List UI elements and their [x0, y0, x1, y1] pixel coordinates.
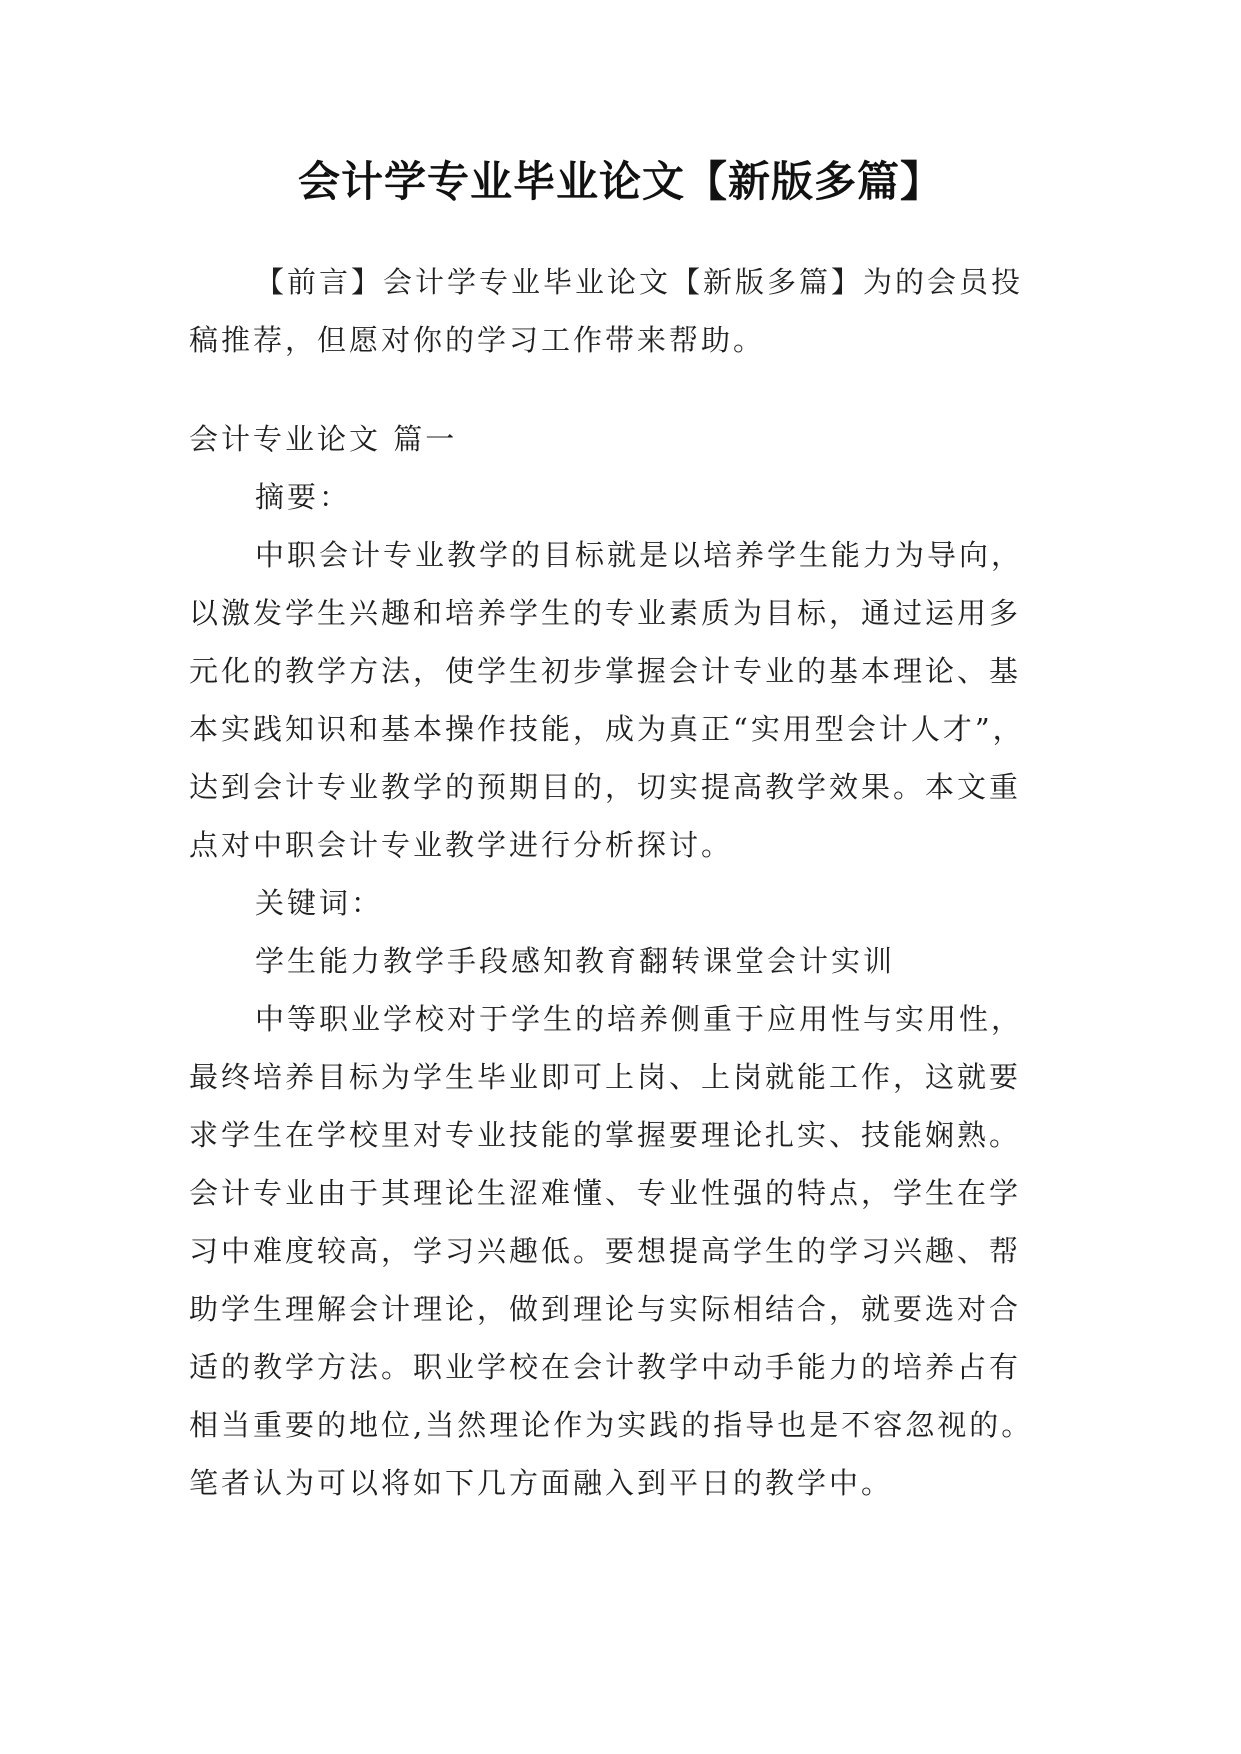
preface-line: 稿推荐，但愿对你的学习工作带来帮助。 — [189, 323, 766, 357]
keywords-label: 关键词： — [255, 886, 384, 920]
body-line: 最终培养目标为学生毕业即可上岗、上岗就能工作，这就要 — [189, 1060, 1022, 1094]
body-line: 助学生理解会计理论，做到理论与实际相结合，就要选对合 — [189, 1292, 1022, 1326]
main-content — [189, 410, 1051, 1512]
body-line: 相当重要的地位,当然理论作为实践的指导也是不容忽视的。 — [189, 1408, 1034, 1442]
abstract-label: 摘要： — [255, 480, 352, 514]
abstract-line: 达到会计专业教学的预期目的，切实提高教学效果。本文重 — [189, 770, 1022, 804]
body-line: 习中难度较高，学习兴趣低。要想提高学生的学习兴趣、帮 — [189, 1234, 1022, 1268]
body-line: 求学生在学校里对专业技能的掌握要理论扎实、技能娴熟。 — [189, 1118, 1022, 1152]
keywords-text: 学生能力教学手段感知教育翻转课堂会计实训 — [255, 944, 896, 978]
body-line: 中等职业学校对于学生的培养侧重于应用性与实用性， — [255, 1002, 1024, 1036]
abstract-line: 以激发学生兴趣和培养学生的专业素质为目标，通过运用多 — [189, 596, 1022, 630]
body-line: 笔者认为可以将如下几方面融入到平日的教学中。 — [189, 1466, 894, 1500]
document-title: 会计学专业毕业论文【新版多篇】 — [297, 157, 943, 206]
section-heading: 会计专业论文 篇一 — [189, 422, 458, 456]
preface-paragraph — [189, 253, 1051, 369]
abstract-line: 点对中职会计专业教学进行分析探讨。 — [189, 828, 734, 862]
preface-line: 【前言】会计学专业毕业论文【新版多篇】为的会员投 — [255, 265, 1024, 299]
abstract-line: 元化的教学方法，使学生初步掌握会计专业的基本理论、基 — [189, 654, 1022, 688]
body-line: 会计专业由于其理论生涩难懂、专业性强的特点，学生在学 — [189, 1176, 1022, 1210]
body-line: 适的教学方法。职业学校在会计教学中动手能力的培养占有 — [189, 1350, 1022, 1384]
abstract-line: 本实践知识和基本操作技能，成为真正“实用型会计人才”， — [189, 712, 1025, 746]
abstract-line: 中职会计专业教学的目标就是以培养学生能力为导向， — [255, 538, 1024, 572]
